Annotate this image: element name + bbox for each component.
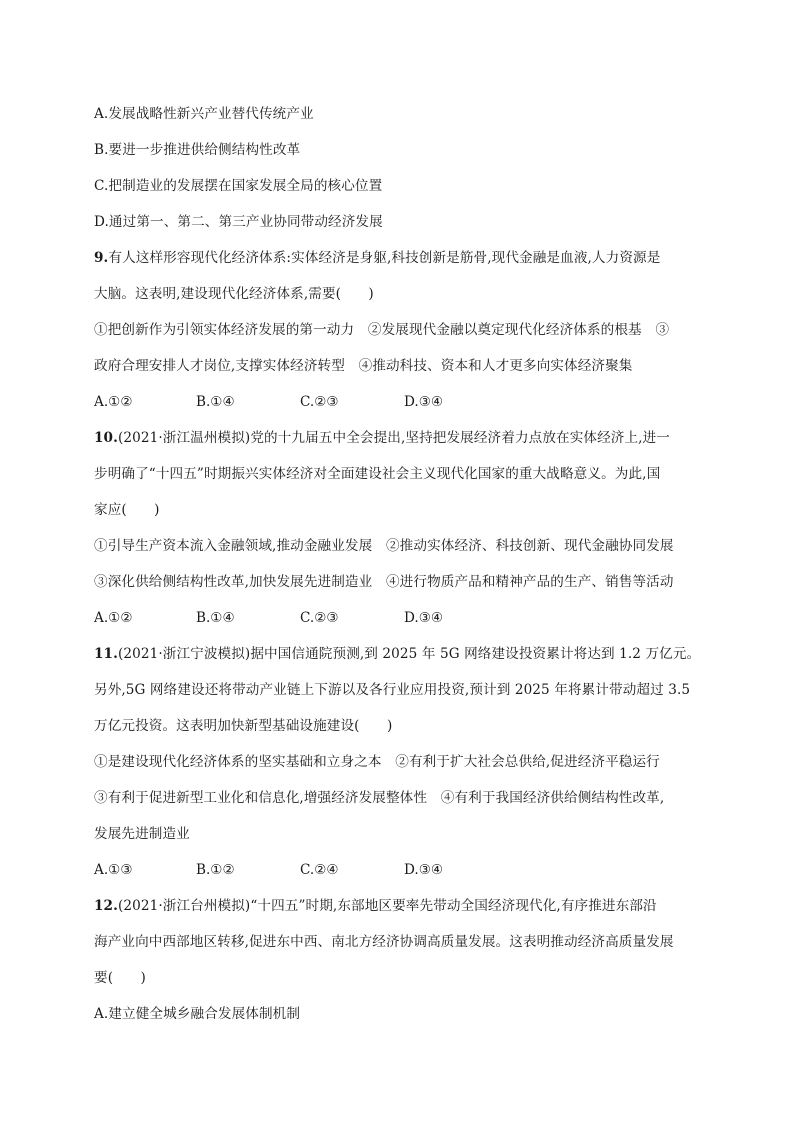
q8-option-c: C.把制造业的发展摆在国家发展全局的核心位置 [94, 178, 383, 194]
q12-stem-line2: 海产业向中西部地区转移,促进东中西、南北方经济协调高质量发展。这表明推动经济高质量发展 [94, 934, 674, 950]
q8-option-d: D.通过第一、第二、第三产业协同带动经济发展 [94, 214, 383, 230]
q10-number: 10. [94, 430, 118, 446]
q11-choice-a: A.①③ [94, 862, 133, 878]
q9-items-line1: ①把创新作为引领实体经济发展的第一动力 ②发展现代金融以奠定现代化经济体系的根基 ③ [94, 322, 670, 338]
q9-number: 9. [94, 250, 109, 266]
q11-items-line2: ③有利于促进新型工业化和信息化,增强经济发展整体性 ④有利于我国经济供给侧结构性改革, [94, 790, 665, 806]
q10-stem-line1: 10.(2021·浙江温州模拟)党的十九届五中全会提出,坚持把发展经济着力点放在实体经济上,进一 [94, 430, 670, 446]
q8-option-b: B.要进一步推进供给侧结构性改革 [94, 142, 301, 158]
q10-choice-c: C.②③ [300, 610, 339, 626]
q9-choice-a: A.①② [94, 394, 133, 410]
q9-choice-c: C.②③ [300, 394, 339, 410]
q9-choice-b: B.①④ [196, 394, 235, 410]
q11-items-line1: ①是建设现代化经济体系的坚实基础和立身之本 ②有利于扩大社会总供给,促进经济平稳运行 [94, 754, 660, 770]
q11-stem-line2: 另外,5G 网络建设还将带动产业链上下游以及各行业应用投资,预计到 2025 年将累计带动超过 3.5 [94, 682, 691, 698]
q10-choice-a: A.①② [94, 610, 133, 626]
q10-items-line1: ①引导生产资本流入金融领域,推动金融业发展 ②推动实体经济、科技创新、现代金融协同发展 [94, 538, 674, 554]
q10-stem-line3: 家应( ) [94, 502, 160, 518]
q12-number: 12. [94, 898, 118, 914]
q11-choice-b: B.①② [196, 862, 235, 878]
q11-choice-c: C.②④ [300, 862, 339, 878]
q9-choice-d: D.③④ [404, 394, 444, 410]
q8-option-a: A.发展战略性新兴产业替代传统产业 [94, 106, 314, 122]
q11-choice-d: D.③④ [404, 862, 444, 878]
q12-stem-line3: 要( ) [94, 970, 146, 986]
q10-stem-line2: 步明确了“十四五”时期振兴实体经济对全面建设社会主义现代化国家的重大战略意义。为此,国 [94, 466, 661, 482]
q9-items-line2: 政府合理安排人才岗位,支撑实体经济转型 ④推动科技、资本和人才更多向实体经济聚集 [94, 358, 633, 374]
q11-items-line3: 发展先进制造业 [94, 826, 190, 842]
q11-stem-line3: 万亿元投资。这表明加快新型基础设施建设( ) [94, 718, 393, 734]
q10-choice-d: D.③④ [404, 610, 444, 626]
q12-option-a: A.建立健全城乡融合发展体制机制 [94, 1006, 301, 1022]
q11-stem-line1: 11.(2021·浙江宁波模拟)据中国信通院预测,到 2025 年 5G 网络建设投资累计将达到 1.2 万亿元。 [94, 646, 701, 662]
q9-stem-line1: 9.有人这样形容现代化经济体系:实体经济是身躯,科技创新是筋骨,现代金融是血液,人力资源是 [94, 250, 661, 266]
q10-choice-b: B.①④ [196, 610, 235, 626]
q12-stem-line1: 12.(2021·浙江台州模拟)“十四五”时期,东部地区要率先带动全国经济现代化,有序推进东部沿 [94, 898, 657, 914]
q10-items-line2: ③深化供给侧结构性改革,加快发展先进制造业 ④进行物质产品和精神产品的生产、销售等活动 [94, 574, 674, 590]
q9-stem-line2: 大脑。这表明,建设现代化经济体系,需要( ) [94, 286, 374, 302]
q11-number: 11. [94, 646, 118, 662]
